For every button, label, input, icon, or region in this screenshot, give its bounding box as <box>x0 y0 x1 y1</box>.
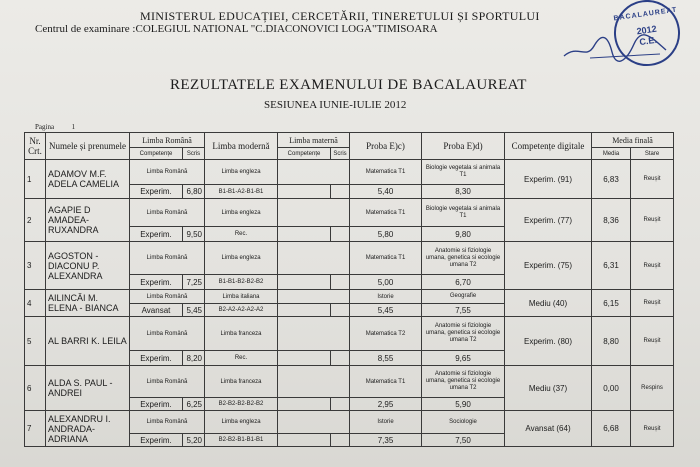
romana-written-grade: 5,20 <box>183 434 205 447</box>
moderna-subject: Limba engleza <box>205 411 278 434</box>
moderna-level: B1-B1-B2-B2-B2 <box>205 275 278 290</box>
proba-c-subject: Istorie <box>350 411 422 434</box>
signature-icon <box>560 32 670 64</box>
student-name: AILINCĂI M. ELENA - BIANCA <box>46 290 130 317</box>
digital-competence: Experim. (75) <box>505 242 592 290</box>
table-row <box>25 366 674 398</box>
materna-empty <box>278 317 350 351</box>
materna-empty <box>278 242 350 275</box>
row-number: 6 <box>25 366 46 411</box>
student-name: ALEXANDRU I. ANDRADA-ADRIANA <box>46 411 130 447</box>
exam-center: Centrul de examinare :COLEGIUL NATIONAL "C.DIACONOVICI LOGA"TIMISOARA <box>35 23 438 35</box>
romana-subject: Limba Română <box>130 290 205 304</box>
romana-written-grade: 9,50 <box>183 227 205 242</box>
stamp-code: C.E. <box>638 34 658 48</box>
digital-competence: Mediu (40) <box>505 290 592 317</box>
row-number: 3 <box>25 242 46 290</box>
proba-d-grade: 7,50 <box>422 434 505 447</box>
materna-written-empty <box>331 275 350 290</box>
col-rom-scris: Scris <box>183 148 205 160</box>
final-average: 0,00 <box>592 366 631 411</box>
results-body <box>25 160 674 447</box>
proba-c-subject: Matematica T1 <box>350 242 422 275</box>
final-average: 6,83 <box>592 160 631 199</box>
student-name: AGOSTON - DIACONU P. ALEXANDRA <box>46 242 130 290</box>
materna-competence-empty <box>278 351 331 366</box>
materna-empty <box>278 160 350 185</box>
proba-c-grade: 5,00 <box>350 275 422 290</box>
table-row <box>25 160 674 185</box>
final-average: 6,31 <box>592 242 631 290</box>
results-table <box>24 132 674 447</box>
moderna-subject: Limba engleza <box>205 199 278 227</box>
romana-written-grade: 6,25 <box>183 398 205 411</box>
proba-c-grade: 5,80 <box>350 227 422 242</box>
moderna-level: Rec. <box>205 351 278 366</box>
table-row <box>25 411 674 434</box>
result-status: Reușit <box>631 199 674 242</box>
col-proba-c: Proba E)c) <box>350 133 422 160</box>
romana-subject: Limba Română <box>130 366 205 398</box>
row-number: 1 <box>25 160 46 199</box>
romana-subject: Limba Română <box>130 160 205 185</box>
ministry-heading: MINISTERUL EDUCAȚIEI, CERCETĂRII, TINERETULUI ȘI SPORTULUI <box>140 9 540 23</box>
romana-subject: Limba Română <box>130 317 205 351</box>
result-status: Reușit <box>631 160 674 199</box>
student-name: AGAPIE D AMADEA-RUXANDRA <box>46 199 130 242</box>
materna-written-empty <box>331 351 350 366</box>
digital-competence: Avansat (64) <box>505 411 592 447</box>
table-row <box>25 242 674 275</box>
romana-competence: Experim. <box>130 351 183 366</box>
romana-written-grade: 8,20 <box>183 351 205 366</box>
row-number: 5 <box>25 317 46 366</box>
moderna-level: B2-A2-A2-A2-A2 <box>205 304 278 317</box>
page-number: 1 <box>71 123 76 131</box>
col-materna: Limba maternă <box>278 133 350 148</box>
materna-empty <box>278 411 350 434</box>
stamp-top: BACALAUREAT <box>613 6 678 23</box>
moderna-level: Rec. <box>205 227 278 242</box>
proba-d-grade: 5,90 <box>422 398 505 411</box>
proba-c-subject: Matematica T1 <box>350 366 422 398</box>
materna-competence-empty <box>278 227 331 242</box>
materna-competence-empty <box>278 398 331 411</box>
proba-d-grade: 6,70 <box>422 275 505 290</box>
materna-competence-empty <box>278 304 331 317</box>
proba-d-grade: 8,30 <box>422 185 505 199</box>
proba-d-grade: 7,55 <box>422 304 505 317</box>
col-digitale: Competențe digitale <box>505 133 592 160</box>
materna-written-empty <box>331 304 350 317</box>
romana-competence: Experim. <box>130 398 183 411</box>
digital-competence: Experim. (77) <box>505 199 592 242</box>
col-moderna: Limba modernă <box>205 133 278 160</box>
moderna-subject: Limba engleza <box>205 160 278 185</box>
col-nr: Nr. Crt. <box>25 133 46 160</box>
result-status: Reușit <box>631 242 674 290</box>
col-romana: Limba Română <box>130 133 205 148</box>
proba-d-subject: Biologie vegetala si animala T1 <box>422 160 505 185</box>
romana-subject: Limba Română <box>130 199 205 227</box>
result-status: Reușit <box>631 290 674 317</box>
table-row <box>25 290 674 304</box>
romana-competence: Experim. <box>130 227 183 242</box>
proba-d-subject: Biologie vegetala si animala T1 <box>422 199 505 227</box>
result-status: Respins <box>631 366 674 411</box>
moderna-subject: Limba engleza <box>205 242 278 275</box>
proba-c-subject: Matematica T2 <box>350 317 422 351</box>
materna-written-empty <box>331 185 350 199</box>
digital-competence: Experim. (91) <box>505 160 592 199</box>
romana-written-grade: 7,25 <box>183 275 205 290</box>
moderna-level: B2-B2-B2-B2-B2 <box>205 398 278 411</box>
materna-written-empty <box>331 434 350 447</box>
materna-competence-empty <box>278 275 331 290</box>
final-average: 8,80 <box>592 317 631 366</box>
proba-c-grade: 8,55 <box>350 351 422 366</box>
student-name: AL BARRI K. LEILA <box>46 317 130 366</box>
final-average: 8,36 <box>592 199 631 242</box>
moderna-subject: Limba franceza <box>205 366 278 398</box>
student-name: ADAMOV M.F. ADELA CAMELIA <box>46 160 130 199</box>
materna-competence-empty <box>278 434 331 447</box>
proba-c-grade: 5,45 <box>350 304 422 317</box>
row-number: 4 <box>25 290 46 317</box>
proba-d-grade: 9,80 <box>422 227 505 242</box>
col-mat-scris: Scris <box>331 148 350 160</box>
table-row <box>25 199 674 227</box>
materna-competence-empty <box>278 185 331 199</box>
final-average: 6,15 <box>592 290 631 317</box>
proba-d-subject: Anatomie si fiziologie umana, genetica si ecologie umana T2 <box>422 317 505 351</box>
materna-written-empty <box>331 227 350 242</box>
result-status: Reușit <box>631 411 674 447</box>
col-proba-d: Proba E)d) <box>422 133 505 160</box>
proba-c-subject: Matematica T1 <box>350 160 422 185</box>
digital-competence: Experim. (80) <box>505 317 592 366</box>
moderna-subject: Limba franceza <box>205 317 278 351</box>
romana-competence: Experim. <box>130 275 183 290</box>
col-stare: Stare <box>631 148 674 160</box>
col-rom-competente: Competențe <box>130 148 183 160</box>
page-title: REZULTATELE EXAMENULUI DE BACALAUREAT <box>170 77 527 93</box>
final-average: 6,68 <box>592 411 631 447</box>
romana-competence: Experim. <box>130 185 183 199</box>
digital-competence: Mediu (37) <box>505 366 592 411</box>
row-number: 2 <box>25 199 46 242</box>
romana-written-grade: 5,45 <box>183 304 205 317</box>
proba-d-subject: Anatomie si fiziologie umana, genetica si ecologie umana T2 <box>422 242 505 275</box>
moderna-level: B1-B1-A2-B1-B1 <box>205 185 278 199</box>
romana-written-grade: 6,80 <box>183 185 205 199</box>
col-name: Numele și prenumele <box>46 133 130 160</box>
proba-d-subject: Sociologie <box>422 411 505 434</box>
session-subtitle: SESIUNEA IUNIE-IULIE 2012 <box>264 99 407 111</box>
result-status: Reușit <box>631 317 674 366</box>
proba-c-subject: Matematica T1 <box>350 199 422 227</box>
stamp-year: 2012 <box>635 23 658 37</box>
romana-subject: Limba Română <box>130 411 205 434</box>
proba-d-subject: Geografie <box>422 290 505 304</box>
moderna-level: B2-B2-B1-B1-B1 <box>205 434 278 447</box>
materna-written-empty <box>331 398 350 411</box>
romana-competence: Experim. <box>130 434 183 447</box>
proba-c-grade: 5,40 <box>350 185 422 199</box>
proba-d-grade: 9,65 <box>422 351 505 366</box>
romana-competence: Avansat <box>130 304 183 317</box>
materna-empty <box>278 366 350 398</box>
proba-c-subject: Istorie <box>350 290 422 304</box>
romana-subject: Limba Română <box>130 242 205 275</box>
materna-empty <box>278 290 350 304</box>
row-number: 7 <box>25 411 46 447</box>
page-label: Pagina <box>35 123 55 131</box>
materna-empty <box>278 199 350 227</box>
proba-c-grade: 2,95 <box>350 398 422 411</box>
col-media: Media <box>592 148 631 160</box>
col-mat-competente: Competențe <box>278 148 331 160</box>
col-media-finala: Media finală <box>592 133 674 148</box>
student-name: ALDA S. PAUL - ANDREI <box>46 366 130 411</box>
proba-d-subject: Anatomie si fiziologie umana, genetica si ecologie umana T2 <box>422 366 505 398</box>
table-row <box>25 317 674 351</box>
moderna-subject: Limba italiana <box>205 290 278 304</box>
proba-c-grade: 7,35 <box>350 434 422 447</box>
page-indicator <box>35 123 75 131</box>
